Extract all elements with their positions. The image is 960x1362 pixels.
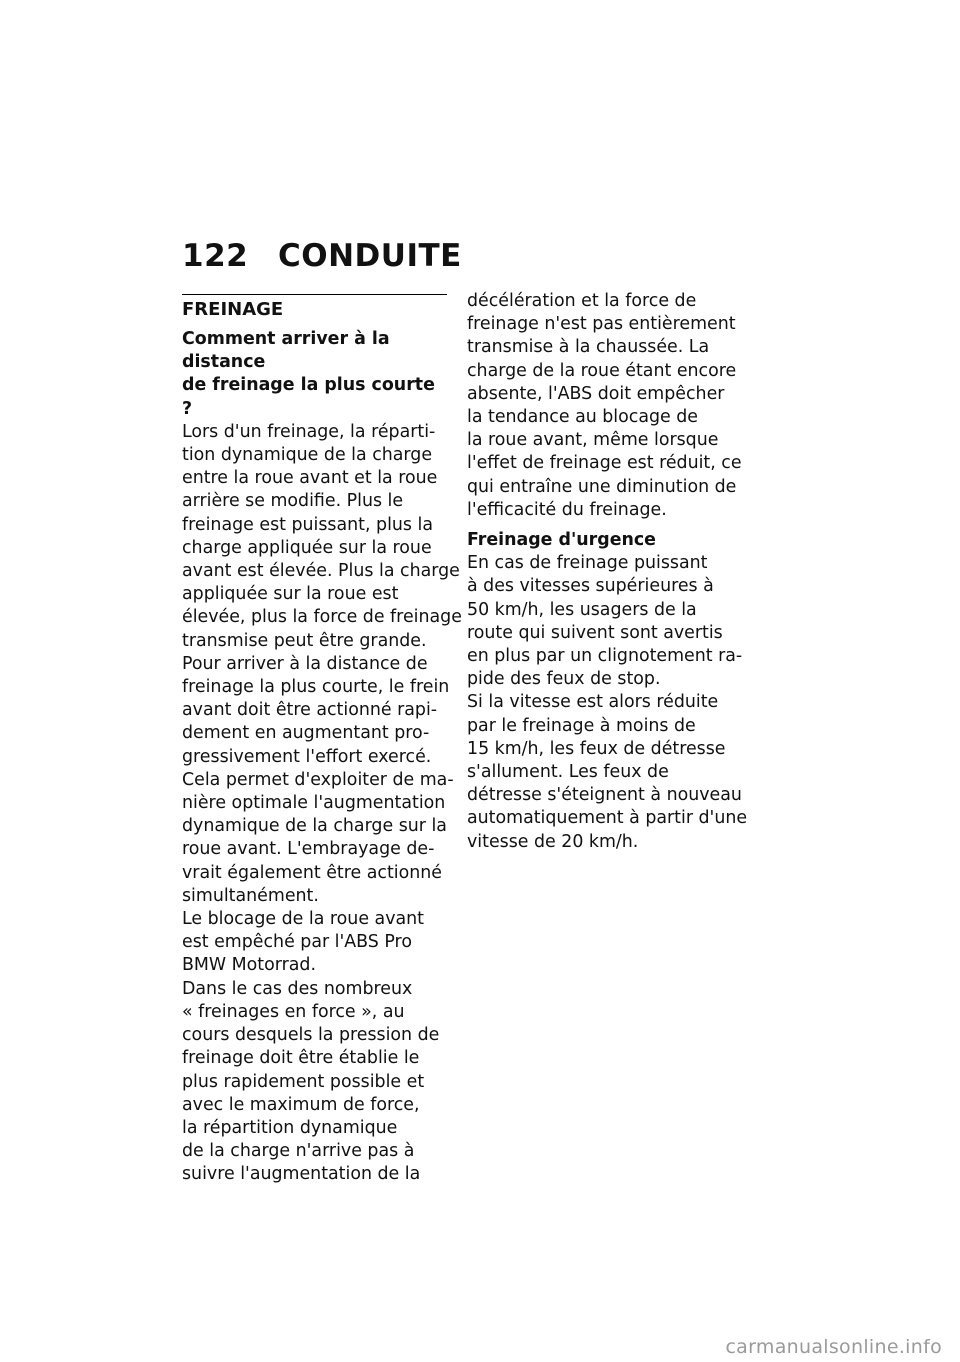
body-line: tion dynamique de la charge xyxy=(182,445,433,466)
body-line: Cela permet d'exploiter de ma- xyxy=(182,769,454,790)
emergency-body-text xyxy=(467,552,748,854)
body-line: charge de la roue étant encore xyxy=(467,360,737,381)
body-line: avec le maximum de force, xyxy=(182,1094,420,1115)
body-line: élevée, plus la force de freinage xyxy=(182,607,462,628)
body-line: nière optimale l'augmentation xyxy=(182,793,446,814)
body-line: freinage doit être établie le xyxy=(182,1048,420,1069)
question-line: Comment arriver à la distance xyxy=(182,329,390,373)
question-heading xyxy=(182,328,450,421)
sub-heading-emergency-braking: Freinage d'urgence xyxy=(467,530,656,551)
body-line: à des vitesses supérieures à xyxy=(467,576,714,597)
body-line: entre la roue avant et la roue xyxy=(182,468,438,489)
body-line: dynamique de la charge sur la xyxy=(182,816,447,837)
body-line: 15 km/h, les feux de détresse xyxy=(467,738,726,759)
watermark: carmanualsonline.info xyxy=(725,1336,942,1358)
body-line: décélération et la force de xyxy=(467,291,697,311)
left-body-text xyxy=(182,421,462,1187)
body-line: Si la vitesse est alors réduite xyxy=(467,692,719,713)
body-line: En cas de freinage puissant xyxy=(467,553,708,574)
body-line: avant est élevée. Plus la charge xyxy=(182,561,460,582)
body-line: freinage la plus courte, le frein xyxy=(182,677,450,698)
right-column xyxy=(467,290,748,854)
question-line: de freinage la plus courte ? xyxy=(182,375,435,419)
body-line: pide des feux de stop. xyxy=(467,669,661,690)
body-line: avant doit être actionné rapi- xyxy=(182,700,438,721)
body-line: la tendance au blocage de xyxy=(467,407,699,428)
body-line: l'effet de freinage est réduit, ce xyxy=(467,453,742,474)
body-line: de la charge n'arrive pas à xyxy=(182,1141,415,1162)
body-line: détresse s'éteignent à nouveau xyxy=(467,785,742,806)
body-line: freinage n'est pas entièrement xyxy=(467,314,736,335)
body-line: gressivement l'effort exercé. xyxy=(182,746,432,767)
right-body-text xyxy=(467,290,742,522)
body-line: « freinages en force », au xyxy=(182,1001,405,1022)
header-divider xyxy=(182,294,447,295)
body-line: appliquée sur la roue est xyxy=(182,584,399,605)
left-column xyxy=(182,298,462,1187)
body-line: suivre l'augmentation de la xyxy=(182,1164,421,1185)
body-line: la répartition dynamique xyxy=(182,1117,398,1138)
body-line: Pour arriver à la distance de xyxy=(182,653,428,674)
body-line: en plus par un clignotement ra- xyxy=(467,646,743,667)
body-line: Lors d'un freinage, la réparti- xyxy=(182,421,436,442)
body-line: Dans le cas des nombreux xyxy=(182,978,413,999)
body-line: route qui suivent sont avertis xyxy=(467,622,723,643)
body-line: s'allument. Les feux de xyxy=(467,762,669,783)
page-number: 122 xyxy=(182,238,249,274)
body-line: plus rapidement possible et xyxy=(182,1071,425,1092)
body-line: BMW Motorrad. xyxy=(182,955,316,976)
body-line: l'efficacité du freinage. xyxy=(467,499,667,520)
body-line: dement en augmentant pro- xyxy=(182,723,430,744)
body-line: cours desquels la pression de xyxy=(182,1025,440,1046)
body-line: transmise peut être grande. xyxy=(182,630,427,651)
chapter-title: CONDUITE xyxy=(278,238,462,274)
body-line: 50 km/h, les usagers de la xyxy=(467,599,697,620)
body-line: charge appliquée sur la roue xyxy=(182,537,432,558)
section-title: FREINAGE xyxy=(182,299,284,320)
page-header xyxy=(182,238,582,282)
body-line: vitesse de 20 km/h. xyxy=(467,831,639,852)
body-line: Le blocage de la roue avant xyxy=(182,909,424,930)
body-line: automatiquement à partir d'une xyxy=(467,808,748,829)
body-line: par le freinage à moins de xyxy=(467,715,696,736)
body-line: vrait également être actionné xyxy=(182,862,442,883)
body-line: arrière se modifie. Plus le xyxy=(182,491,404,512)
body-line: freinage est puissant, plus la xyxy=(182,514,434,535)
body-line: simultanément. xyxy=(182,885,319,906)
body-line: qui entraîne une diminution de xyxy=(467,476,737,497)
body-line: la roue avant, même lorsque xyxy=(467,430,719,451)
body-line: absente, l'ABS doit empêcher xyxy=(467,383,725,404)
body-line: roue avant. L'embrayage de- xyxy=(182,839,435,860)
body-line: transmise à la chaussée. La xyxy=(467,337,710,358)
body-line: est empêché par l'ABS Pro xyxy=(182,932,412,953)
